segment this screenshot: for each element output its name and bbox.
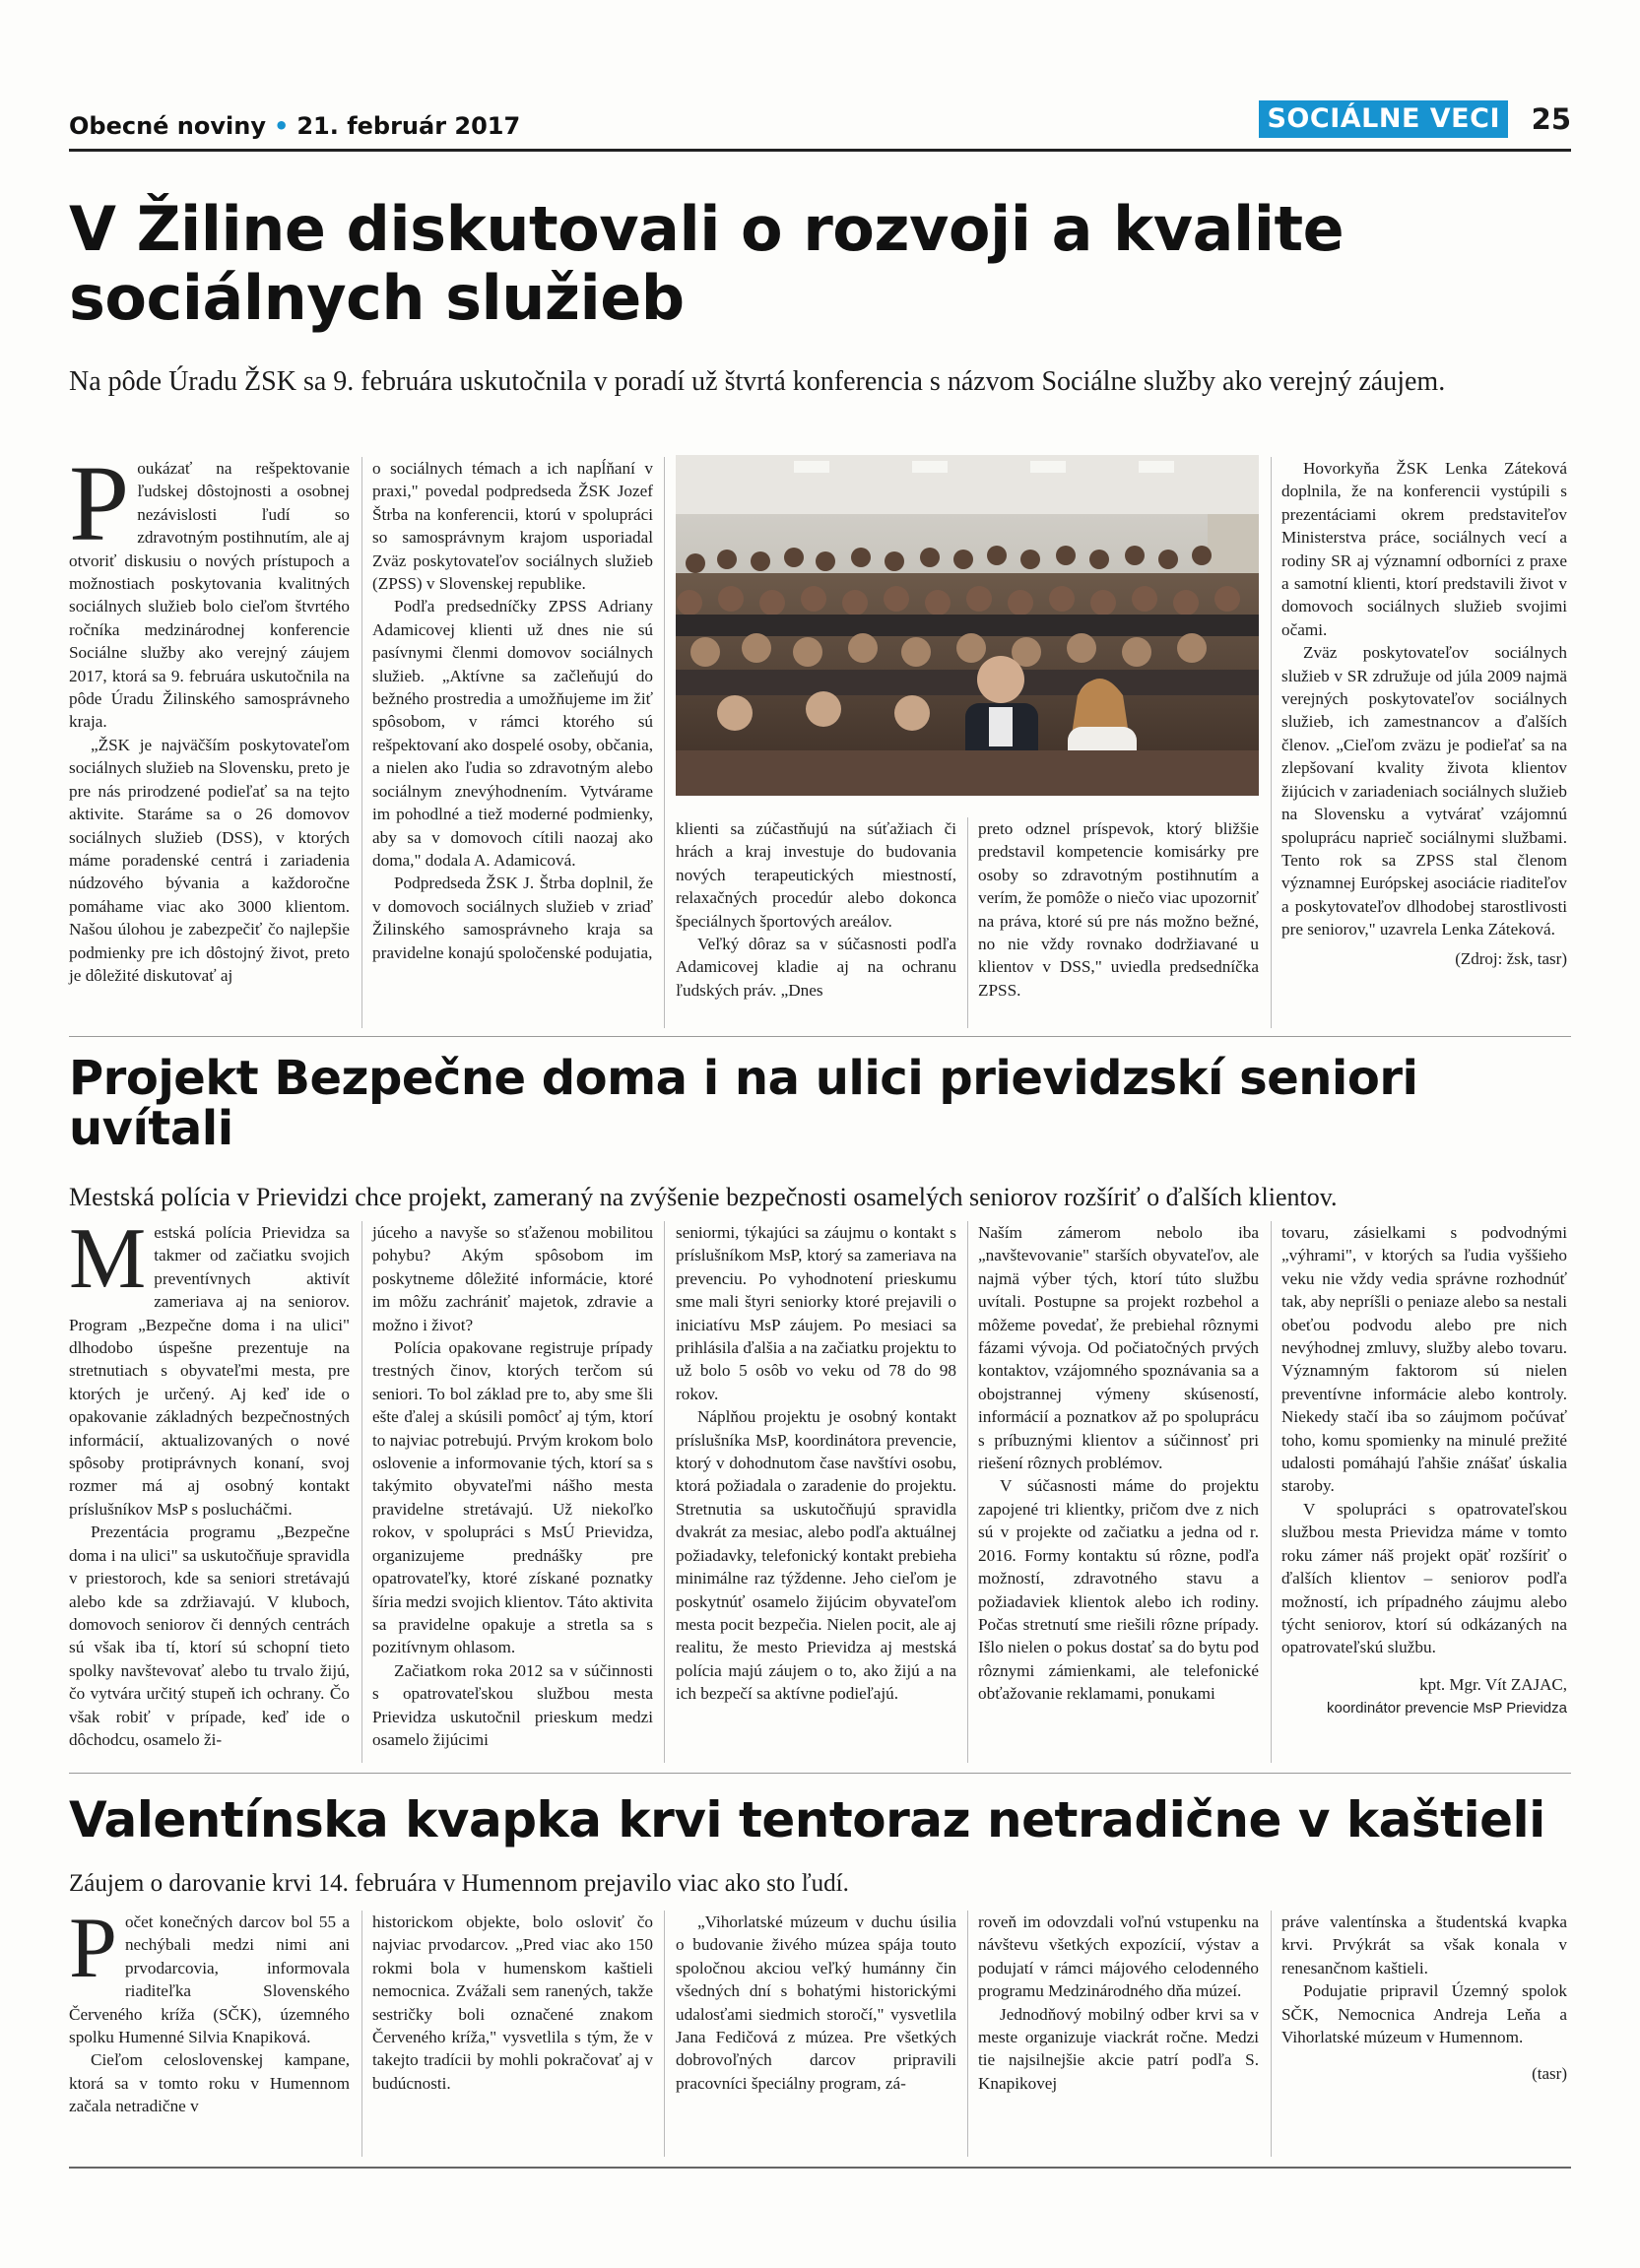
section-label: SOCIÁLNE VECI	[1259, 100, 1508, 138]
issue-date: 21. február 2017	[296, 112, 521, 140]
bottom-rule	[69, 2167, 1571, 2169]
header-rule	[69, 149, 1571, 152]
article1-column-4	[978, 817, 1259, 1002]
column-divider	[967, 1221, 968, 1763]
article-separator	[69, 1773, 1571, 1774]
column-divider	[361, 1221, 362, 1763]
column-divider	[1271, 1911, 1272, 2157]
article2-column-4	[978, 1221, 1259, 1706]
separator-dot: •	[273, 112, 290, 140]
dropcap: P	[69, 1901, 117, 1996]
article3-column-3	[676, 1911, 956, 2095]
article3-column-5	[1281, 1911, 1567, 2086]
paragraph: historickom objekte, bolo osloviť čo najviac prvodarcov. „Pred viac ako 150 rokmi bola v humenskom kaštieli nemocnica. Zvážali sem ranených, takže sestričky boli označené znakom Červeného kríža," vysvetlila s tým, že v takejto tradícii by mohli pokračovať aj v budúcnosti.	[372, 1912, 653, 2093]
column-divider	[361, 457, 362, 1028]
dropcap: P	[69, 443, 130, 563]
article2-column-2	[372, 1221, 653, 1751]
column-divider	[361, 1911, 362, 2157]
paragraph: klienti sa zúčastňujú na súťažiach či hrách a kraj investuje do budovania nových terapeutických miestností, relaxačných procedúr alebo dokonca špeciálnych športových areálov.	[676, 819, 956, 931]
article2-signature	[1281, 1673, 1567, 1720]
paragraph: „ŽSK je najväčším poskytovateľom sociálnych služieb na Slovensku, preto je pre nás prirodzené podieľať sa na tejto aktivite. Staráme sa o 26 domovov sociálnych služieb (DSS), v ktorých máme poradenské centrá i zariadenia núdzového bývania a každoročne pomáhame viac ako 3000 klientom. Našou úlohou je zabezpečiť čo najlepšie podmienky pre ich dôstojný život, preto je dôležité diskutovať aj	[69, 735, 350, 985]
column-divider	[664, 1911, 665, 2157]
signature-role: koordinátor prevencie MsP Prievidza	[1326, 1699, 1567, 1717]
paragraph: Podujatie pripravil Územný spolok SČK, Nemocnica Andreja Leňa a Vihorlatské múzeum v Humennom.	[1281, 1981, 1567, 2047]
column-divider	[967, 817, 968, 1028]
masthead	[69, 112, 520, 140]
article1-title: V Žiline diskutovali o rozvoji a kvalite sociálnych služieb	[69, 193, 1345, 334]
publication-name: Obecné noviny	[69, 112, 266, 140]
paragraph: Náplňou projektu je osobný kontakt príslušníka MsP, koordinátora prevencie, ktorý v dohodnutom čase navštívi osobu, ktorá požiadala o zaradenie do projektu. Stretnutia sa uskutočňujú spravidla dvakrát za mesiac, alebo podľa aktuálnej požiadavky, telefonický kontakt prebieha minimálne raz týždenne. Jeho cieľom je poskytnúť osamelo žijúcim obyvateľom mesta pocit bezpečia. Nielen pocit, ale aj realitu, že mesto Prievidza aj mestská polícia majú záujem o to, ako žijú a na ich bezpečí sa aktívne podieľajú.	[676, 1407, 956, 1704]
paragraph: Hovorkyňa ŽSK Lenka Záteková doplnila, že na konferencii vystúpili s prezentáciami okrem predstaviteľov Ministerstva práce, sociálnych vecí a rodiny SR aj významní odborníci z praxe a samotní klienti, ktorí predstavili život v domovoch sociálnych služieb svojimi očami.	[1281, 459, 1567, 639]
paragraph: Začiatkom roka 2012 sa v súčinnosti s opatrovateľskou službou mesta Prievidza uskutočnil prieskum medzi osamelo žijúcimi	[372, 1660, 653, 1749]
paragraph: roveň im odovzdali voľnú vstupenku na návštevu všetkých expozícií, výstav a podujatí v rámci májového celodenného programu Medzinárodného dňa múzeí.	[978, 1912, 1259, 2001]
paragraph: V spolupráci s opatrovateľskou službou mesta Prievidza máme v tomto roku zámer náš projekt opäť rozšíriť o ďalších klientov – seniorov podľa možností, ich prípadného záujmu alebo týcht seniorov, ktorí sú odkázaných na opatrovateľskú službu.	[1281, 1499, 1567, 1657]
article2-column-1	[69, 1211, 350, 1751]
paragraph: V súčasnosti máme do projektu zapojené tri klientky, pričom dve z nich sú v projekte od začiatku a jedna od r. 2016. Formy kontaktu sú rôzne, podľa možností, zdravotného stavu a požiadaviek klientok alebo ich rodiny. Počas stretnutí sme riešili rôzne prípady. Išlo nielen o pokus dostať sa do bytu pod rôznymi zámienkami, ale telefonické obťažovanie reklamami, ponukami	[978, 1476, 1259, 1704]
article1-column-2	[372, 457, 653, 964]
paragraph: Zväz poskytovateľov sociálnych služieb v SR združuje od júla 2009 najmä verejných poskytovateľov sociálnych služieb, ich zamestnancov a ďalších členov. „Cieľom zväzu je podieľať sa na zlepšovaní kvality života klientov žijúcich v zariadeniach sociálnych služieb na Slovensku a vytvárať vzájomnú spoluprácu naprieč sociálnymi službami. Tento rok sa ZPSS stal členom významnej Európskej asociácie riaditeľov a poskytovateľov dlhodobej starostlivosti pre seniorov," uzavrela Lenka Záteková.	[1281, 643, 1567, 940]
paragraph: Podpredseda ŽSK J. Štrba doplnil, že v domovoch sociálnych služieb v zriaď Žilinského samosprávneho kraja sa pravidelne konajú spoločenské podujatia,	[372, 874, 653, 962]
article2-title: Projekt Bezpečne doma i na ulici prievidzskí seniori uvítali	[69, 1051, 1418, 1156]
paragraph: preto odznel príspevok, ktorý bližšie predstavil kompetencie komisárky pre osoby so zdravotným postihnutím a verím, že pomôže o niečo viac upozorniť na práva, ktoré sú pre nás možno bežné, no nie vždy rovnako dodržiavané u klientov v DSS," uviedla predsedníčka ZPSS.	[978, 819, 1259, 1000]
column-divider	[1271, 457, 1272, 1028]
paragraph: seniormi, týkajúci sa záujmu o kontakt s príslušníkom MsP, ktorý sa zameriava na prevenciu. Po vyhodnotení prieskumu sme mali štyri seniorky ktoré prejavili o iniciatívu MsP záujem. Po mesiaci sa prihlásila ďalšia a na začiatku projektu to už bolo 5 osôb vo veku od 78 do 98 rokov.	[676, 1223, 956, 1403]
article3-lead: Záujem o darovanie krvi 14. februára v Humennom prejavilo viac ako sto ľudí.	[69, 1870, 849, 1897]
page-number: 25	[1531, 102, 1571, 136]
paragraph: práve valentínska a študentská kvapka krvi. Prvýkrát sa však konala v renesančnom kaštieli.	[1281, 1912, 1567, 1977]
article3-column-1	[69, 1901, 350, 2118]
paragraph: oukázať na rešpektovanie ľudskej dôstojnosti a osobnej nezávislosti ľudí so zdravotným postihnutím, ale aj otvoriť diskusiu o nových prístupoch a možnostiach poskytovania kvalitných sociálnych služieb bolo cieľom štvrtého ročníka medzinárodnej konferencie Sociálne služby ako verejný záujem 2017, ktorá sa 9. februára uskutočnila na pôde Úradu Žilinského samosprávneho kraja.	[69, 459, 350, 732]
article3-source: (tasr)	[1532, 2064, 1567, 2084]
column-divider	[1271, 1221, 1272, 1763]
paragraph: Veľký dôraz sa v súčasnosti podľa Adamicovej kladie aj na ochranu ľudských práv. „Dnes	[676, 935, 956, 1000]
paragraph: Naším zámerom nebolo iba „navštevovanie" starších obyvateľov, ale najmä výber tých, ktorí túto službu uvítali. Postupne sa projekt rozbehol a môžeme povedať, že prebiehal rôznymi fázami vývoja. Od počiatočných prvých kontaktov, vzájomného spoznávania sa a obojstrannej výmeny skúseností, informácií a poznatkov až po spoluprácu s príbuznými klientov a súčinnosť pri riešení rôznych problémov.	[978, 1223, 1259, 1473]
paragraph: o sociálnych témach a ich napĺňaní v praxi," povedal podpredseda ŽSK Jozef Štrba na konferencii, ktorú v spolupráci so samosprávnym krajom usporiadal Zväz poskytovateľov sociálnych služieb (ZPSS) v Slovenskej republike.	[372, 459, 653, 594]
article1-column-3	[676, 817, 956, 1002]
paragraph: Cieľom celoslovenskej kampane, ktorá sa v tomto roku v Humennom začala netradične v	[69, 2050, 350, 2116]
paragraph: Jednodňový mobilný odber krvi sa v meste organizuje viackrát ročne. Medzi tie najsilnejšie akcie patrí podľa S. Knapikovej	[978, 2004, 1259, 2093]
paragraph: „Vihorlatské múzeum v duchu úsilia o budovanie živého múzea spája touto spoločnou akciou veľký humánny čin všedných dní s bohatými historickými udalosťami siedmich storočí," vysvetlila Jana Fedičová z múzea. Pre všetkých dobrovoľných darcov pripravili pracovníci špeciálny program, zá-	[676, 1912, 956, 2093]
article1-column-1	[69, 443, 350, 987]
article1-lead: Na pôde Úradu ŽSK sa 9. februára uskutočnila v poradí už štvrtá konferencia s názvom Sociálne služby ako verejný záujem.	[69, 366, 1446, 397]
dropcap: M	[69, 1211, 147, 1307]
article-separator	[69, 1036, 1571, 1037]
article1-column-5	[1281, 457, 1567, 970]
paragraph: Polícia opakovane registruje prípady trestných činov, ktorých terčom sú seniori. To bol základ pre to, aby sme šli ešte ďalej a skúsili pomôcť aj tým, ktorí to najviac potrebujú. Prvým krokom bolo oslovenie a informovanie tých, ktorí sa s takýmito obyvateľmi nášho mesta pravidelne stretávajú. Už niekoľko rokov, v spolupráci s MsÚ Prievidza, organizujeme prednášky pre opatrovateľky, ktoré získané poznatky šíria medzi svojich klientov. Táto aktivita sa pravidelne opakuje a stretla sa s pozitívnym ohlasom.	[372, 1338, 653, 1657]
paragraph: Prezentácia programu „Bezpečne doma i na ulici" sa uskutočňuje spravidla v priestoroch, kde sa seniori stretávajú alebo kde sa zdržiavajú. V kluboch, domovoch seniorov či denných centrách sú však iba tí, ktorí sú schopní tieto spolky navštevovať alebo tu trvalo žijú, čo vytvára určitý stupeň ich ochrany. Čo však robiť v prípade, keď ide o dôchodcu, osamelo ži-	[69, 1523, 350, 1749]
paragraph: júceho a navyše so sťaženou mobilitou pohybu? Akým spôsobom im poskytneme dôležité informácie, ktoré im môžu zachrániť majetok, zdravie a možno i život?	[372, 1223, 653, 1334]
article1-source: (Zdroj: žsk, tasr)	[1455, 948, 1567, 968]
column-divider	[664, 1221, 665, 1763]
conference-audience-photo	[676, 455, 1259, 796]
column-divider	[664, 457, 665, 1028]
column-divider	[967, 1911, 968, 2157]
signature-name: kpt. Mgr. Vít ZAJAC,	[1419, 1674, 1567, 1694]
paragraph: očet konečných darcov bol 55 a nechýbali medzi nimi ani prvodarcovia, informovala riaditeľka Slovenského Červeného kríža (SČK), územného spolku Humenné Silvia Knapiková.	[69, 1912, 350, 2047]
article2-column-3	[676, 1221, 956, 1706]
article3-column-2	[372, 1911, 653, 2095]
paragraph: estská polícia Prievidza sa takmer od začiatku svojich preventívnych aktivít zameriava aj na seniorov. Program „Bezpečne doma i na ulici" dlhodobo úspešne prezentuje na stretnutiach s obyvateľmi mesta, pre ktorých je určený. Aj keď ide o opakovanie základných bezpečnostných informácií, aktualizovaných o nové spôsoby protiprávnych konaní, svoj rozmer má aj osobný kontakt príslušníkov MsP s poslucháčmi.	[69, 1223, 350, 1519]
paragraph: Podľa predsedníčky ZPSS Adriany Adamicovej klienti už dnes nie sú pasívnymi členmi domovov sociálnych služieb. „Aktívne sa začleňujú do bežného prostredia a umožňujeme im žiť spôsobom, v rámci ktorého sú rešpektovaní ako dospelé osoby, občania, a nielen ako ľudia so zdravotným alebo sociálnym znevýhodnením. Vytvárame im pohodlné a tiež moderné podmienky, aby sa v domovoch cítili naozaj ako doma," dodala A. Adamicová.	[372, 597, 653, 870]
article3-title: Valentínska kvapka krvi tentoraz netradične v kaštieli	[69, 1791, 1545, 1848]
paragraph: tovaru, zásielkami s podvodnými „výhrami", v ktorých sa ľudia vyššieho veku nie vždy vedia správne rozhodnúť tak, aby nepríšli o peniaze alebo sa nestali obeťou podvodu alebo pre nich nevýhodnej zmluvy, služby alebo tovaru. Významným faktorom sú nielen preventívne informácie alebo kontroly. Niekedy stačí iba so záujmom počúvať toho, komu spomienky na minulé prežité udalosti pomáhajú ľahšie znášať úskalia staroby.	[1281, 1223, 1567, 1496]
page-header	[69, 95, 1571, 150]
article3-column-4	[978, 1911, 1259, 2095]
article2-lead: Mestská polícia v Prievidzi chce projekt, zameraný na zvýšenie bezpečnosti osamelých seniorov rozšíriť o ďalších klientov.	[69, 1183, 1338, 1211]
article2-column-5	[1281, 1221, 1567, 1720]
